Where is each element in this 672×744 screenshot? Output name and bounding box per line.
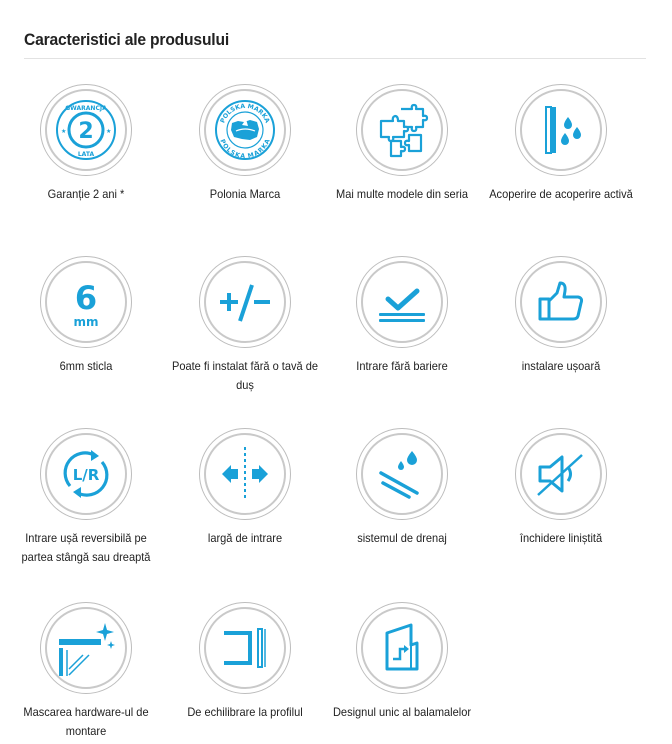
thumbs-up-icon bbox=[530, 271, 592, 333]
svg-text:POLSKA MARKA bbox=[218, 138, 271, 160]
feature-hidden-hardware bbox=[6, 602, 166, 741]
drainage-system-icon bbox=[371, 443, 433, 505]
warranty-top-text: GWARANCJA bbox=[65, 105, 107, 112]
feature-silent-close bbox=[481, 428, 641, 548]
glass-thickness-6mm-icon bbox=[55, 271, 117, 333]
warranty-bottom-text: LATA bbox=[77, 151, 95, 158]
barrier-free-check-icon bbox=[371, 271, 433, 333]
profile-leveling-icon bbox=[214, 617, 276, 679]
thickness-unit: mm bbox=[73, 315, 99, 329]
feature-series-models bbox=[322, 84, 482, 204]
feature-label: 6mm sticla bbox=[59, 359, 113, 373]
feature-label: sistemul de drenaj bbox=[357, 531, 447, 545]
puzzle-pieces-icon bbox=[371, 99, 433, 161]
feature-6mm-glass bbox=[6, 256, 166, 376]
feature-warranty bbox=[6, 84, 166, 204]
feature-reversible-door bbox=[6, 428, 166, 567]
feature-label: largă de intrare bbox=[207, 531, 283, 545]
feature-label: Mascarea hardware-ul de montare bbox=[23, 705, 149, 738]
section-title: Caracteristici ale produsului bbox=[24, 30, 230, 49]
lr-text: L/R bbox=[72, 466, 100, 484]
feature-label: închidere liniștită bbox=[519, 531, 603, 545]
feature-label: De echilibrare la profilul bbox=[187, 705, 303, 719]
hidden-hardware-sparkle-icon bbox=[55, 617, 117, 679]
feature-profile-leveling bbox=[165, 602, 325, 722]
feature-wide-entrance bbox=[165, 428, 325, 548]
title-divider bbox=[24, 58, 646, 59]
wide-entrance-arrows-icon bbox=[214, 443, 276, 505]
feature-label: Mai multe modele din seria bbox=[336, 187, 468, 201]
feature-label: instalare ușoară bbox=[521, 359, 601, 373]
feature-label: Intrare ușă reversibilă pe partea stângă sau dreaptă bbox=[21, 531, 151, 564]
warranty-badge-icon bbox=[55, 99, 117, 161]
glass-water-drops-icon bbox=[530, 99, 592, 161]
silent-close-muted-icon bbox=[530, 443, 592, 505]
feature-label: Polonia Marca bbox=[209, 187, 281, 201]
feature-polish-brand bbox=[165, 84, 325, 204]
warranty-number: 2 bbox=[78, 119, 94, 144]
svg-text:★: ★ bbox=[61, 129, 67, 135]
feature-drainage bbox=[322, 428, 482, 548]
reversible-lr-icon bbox=[55, 443, 117, 505]
feature-easy-install bbox=[481, 256, 641, 376]
feature-label: Garanție 2 ani * bbox=[47, 187, 125, 201]
feature-active-coating bbox=[481, 84, 641, 204]
hinge-design-icon bbox=[371, 617, 433, 679]
plus-minus-icon bbox=[214, 271, 276, 333]
seal-bottom-text: POLSKA MARKA bbox=[218, 138, 272, 161]
svg-text:★: ★ bbox=[106, 129, 112, 135]
feature-label: Designul unic al balamalelor bbox=[332, 705, 472, 719]
feature-label: Poate fi instalat fără o tavă de duș bbox=[171, 359, 319, 392]
seal-top-text: POLSKA MARKA bbox=[219, 102, 271, 125]
feature-no-tray bbox=[165, 256, 325, 395]
feature-label: Acoperire de acoperire activă bbox=[489, 187, 633, 201]
thickness-number: 6 bbox=[74, 279, 98, 317]
feature-label: Intrare fără bariere bbox=[356, 359, 448, 373]
feature-barrier-free bbox=[322, 256, 482, 376]
polish-brand-seal-icon bbox=[214, 99, 276, 161]
feature-hinge-design bbox=[322, 602, 482, 722]
